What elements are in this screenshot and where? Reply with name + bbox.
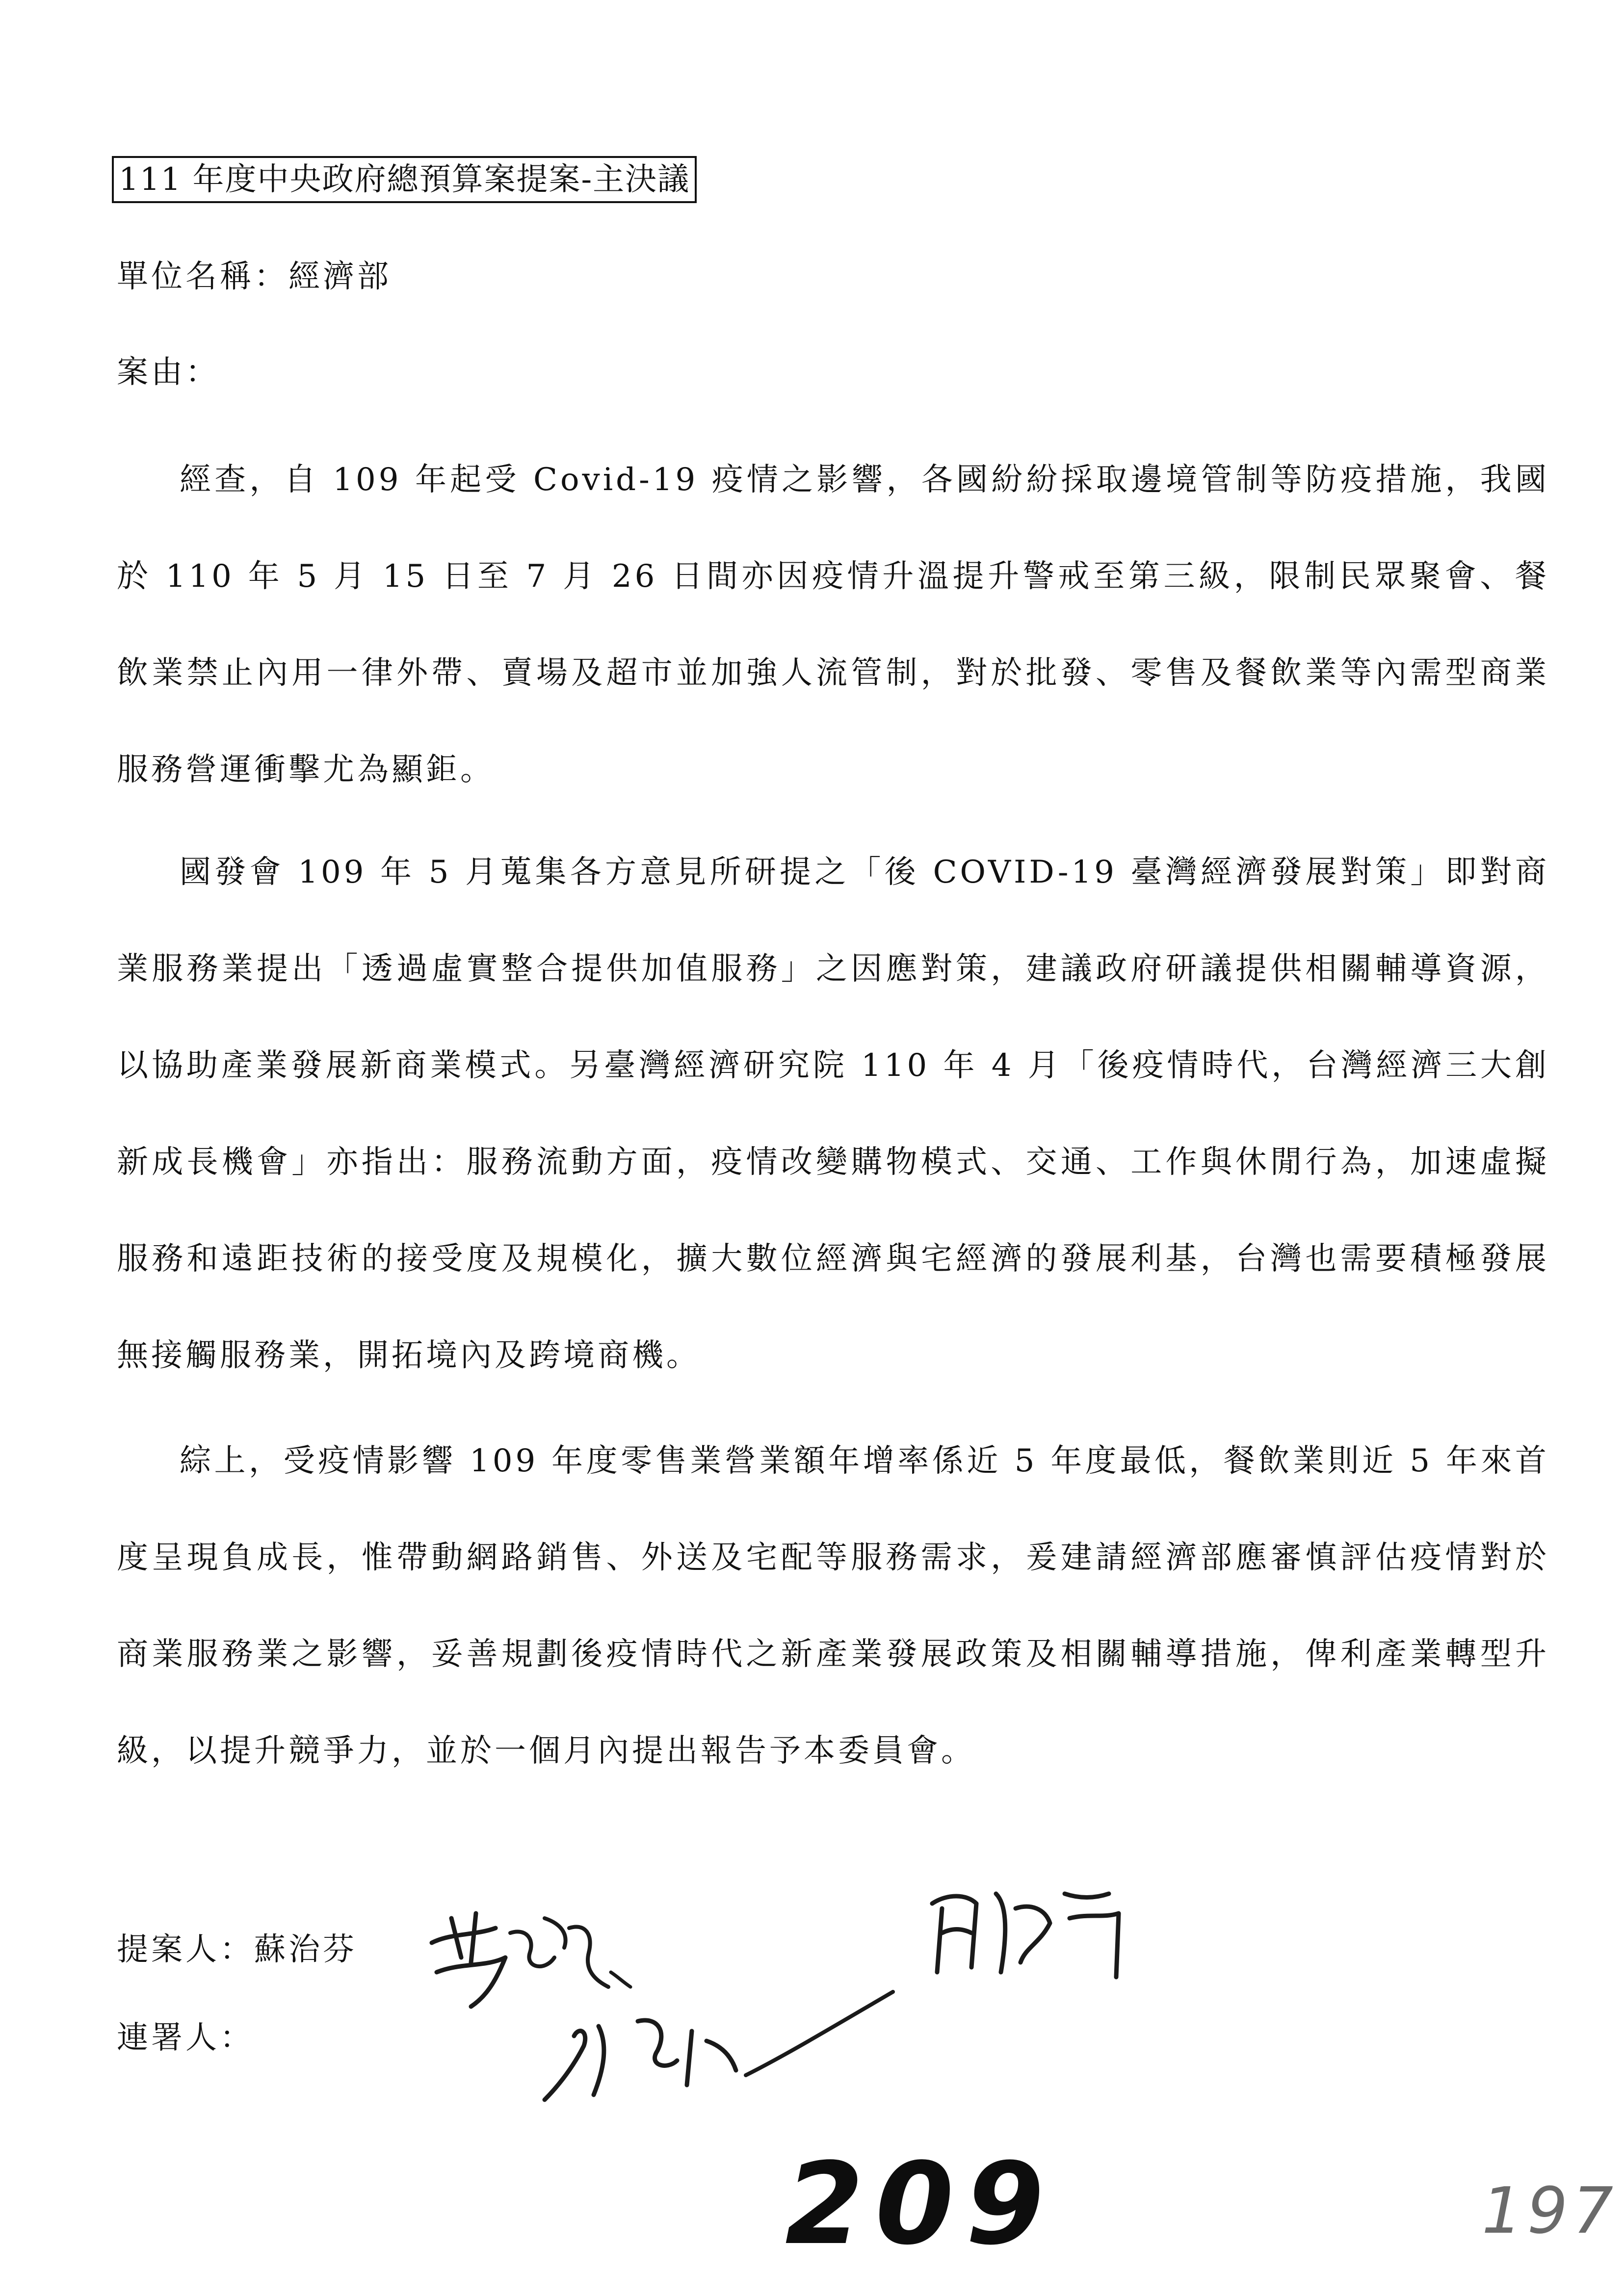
cosigner-signature-2: [530, 1972, 913, 2119]
unit-name-line: 單位名稱：經濟部: [117, 259, 392, 295]
handwritten-number: 209: [785, 2139, 1056, 2270]
paragraph-1: 經查，自 109 年起受 Covid-19 疫情之影響，各國紛紛採取邊境管制等防疫措施，我國於 110 年 5 月 15 日至 7 月 26 日間亦因疫情升溫提升警戒至第三級，限制民眾聚會、餐飲業禁止內用一律外帶、賣場及超市並加強人流管制，對於批發、零售及餐飲業等內需型商業服務營運衝擊尤為顯鉅。: [117, 462, 1549, 788]
paragraph-3: 綜上，受疫情影響 109 年度零售業營業額年增率係近 5 年度最低，餐飲業則近 5 年來首度呈現負成長，惟帶動網路銷售、外送及宅配等服務需求，爰建請經濟部應審慎評估疫情對於商業服務業之影響，妥善規劃後疫情時代之新產業發展政策及相關輔導措施，俾利產業轉型升級，以提升競爭力，並於一個月內提出報告予本委員會。: [117, 1443, 1549, 1769]
reason-label: 案由：: [117, 354, 220, 391]
proposer-line: 提案人：蘇治芬: [117, 1931, 357, 1968]
page-number: 197: [1482, 2173, 1619, 2248]
cosigner-signature-1: [922, 1874, 1148, 1992]
document-title-box: 111 年度中央政府總預算案提案-主決議: [112, 156, 697, 203]
paragraph-2: 國發會 109 年 5 月蒐集各方意見所研提之「後 COVID-19 臺灣經濟發展對策」即對商業服務業提出「透過虛實整合提供加值服務」之因應對策，建議政府研議提供相關輔導資源，以協助產業發展新商業模式。另臺灣經濟研究院 110 年 4 月「後疫情時代，台灣經濟三大創新成長機會」亦指出：服務流動方面，疫情改變購物模式、交通、工作與休閒行為，加速虛擬服務和遠距技術的接受度及規模化，擴大數位經濟與宅經濟的發展利基，台灣也需要積極發展無接觸服務業，開拓境內及跨境商機。: [117, 854, 1549, 1374]
cosigner-label: 連署人：: [117, 2020, 254, 2056]
